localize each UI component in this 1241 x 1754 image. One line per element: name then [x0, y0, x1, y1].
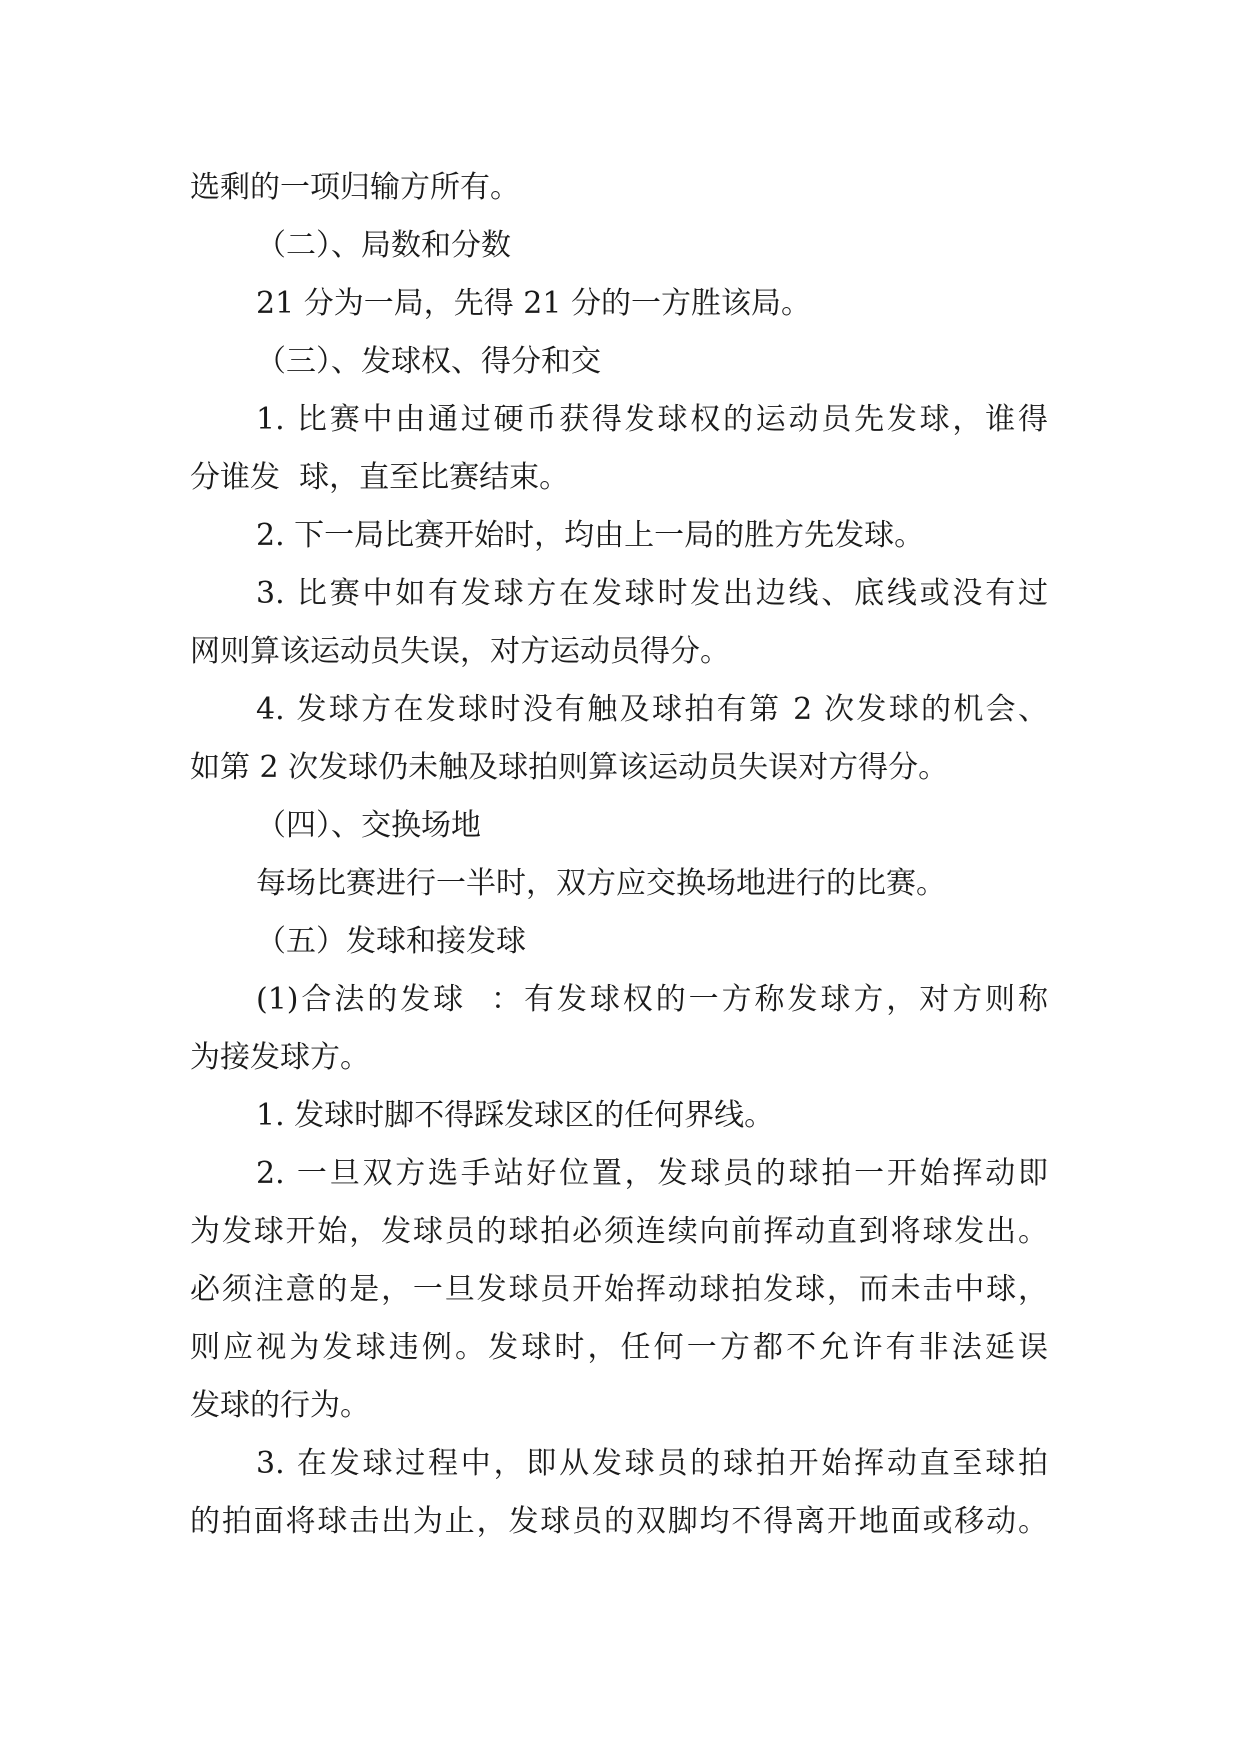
text-line: 为接发球方。: [190, 1040, 370, 1075]
text-line: 4. 发球方在发球时没有触及球拍有第 2 次发球的机会、: [256, 692, 1048, 727]
text-line: 必须注意的是，一旦发球员开始挥动球拍发球，而未击中球，: [190, 1272, 1048, 1307]
text-line: 发球的行为。: [190, 1388, 370, 1423]
text-line: 1. 比赛中由通过硬币获得发球权的运动员先发球，谁得: [256, 402, 1048, 437]
text-line: 每场比赛进行一半时，双方应交换场地进行的比赛。: [256, 866, 946, 901]
text-line: 21 分为一局，先得 21 分的一方胜该局。: [256, 286, 811, 321]
section-heading: （五）发球和接发球: [256, 924, 526, 959]
text-line: 则应视为发球违例。发球时，任何一方都不允许有非法延误: [190, 1330, 1048, 1365]
text-line: 为发球开始，发球员的球拍必须连续向前挥动直到将球发出。: [190, 1214, 1048, 1249]
text-line: (1)合法的发球 ：有发球权的一方称发球方，对方则称: [256, 982, 1048, 1017]
text-line: 3. 比赛中如有发球方在发球时发出边线、底线或没有过: [256, 576, 1048, 611]
text-line: 1. 发球时脚不得踩发球区的任何界线。: [256, 1098, 775, 1133]
text-line: 网则算该运动员失误，对方运动员得分。: [190, 634, 730, 669]
text-line: 2. 一旦双方选手站好位置，发球员的球拍一开始挥动即: [256, 1156, 1048, 1191]
section-heading: （三）、发球权、得分和交: [256, 344, 601, 379]
text-line: 的拍面将球击出为止，发球员的双脚均不得离开地面或移动。: [190, 1504, 1048, 1539]
text-line: 如第 2 次发球仍未触及球拍则算该运动员失误对方得分。: [190, 750, 949, 785]
text-line: 2. 下一局比赛开始时，均由上一局的胜方先发球。: [256, 518, 925, 553]
text-line: 3. 在发球过程中，即从发球员的球拍开始挥动直至球拍: [256, 1446, 1048, 1481]
text-line: 分谁发 球，直至比赛结束。: [190, 460, 570, 495]
section-heading: （四）、交换场地: [256, 808, 481, 843]
text-line: 选剩的一项归输方所有。: [190, 170, 520, 205]
section-heading: （二）、局数和分数: [256, 228, 511, 263]
